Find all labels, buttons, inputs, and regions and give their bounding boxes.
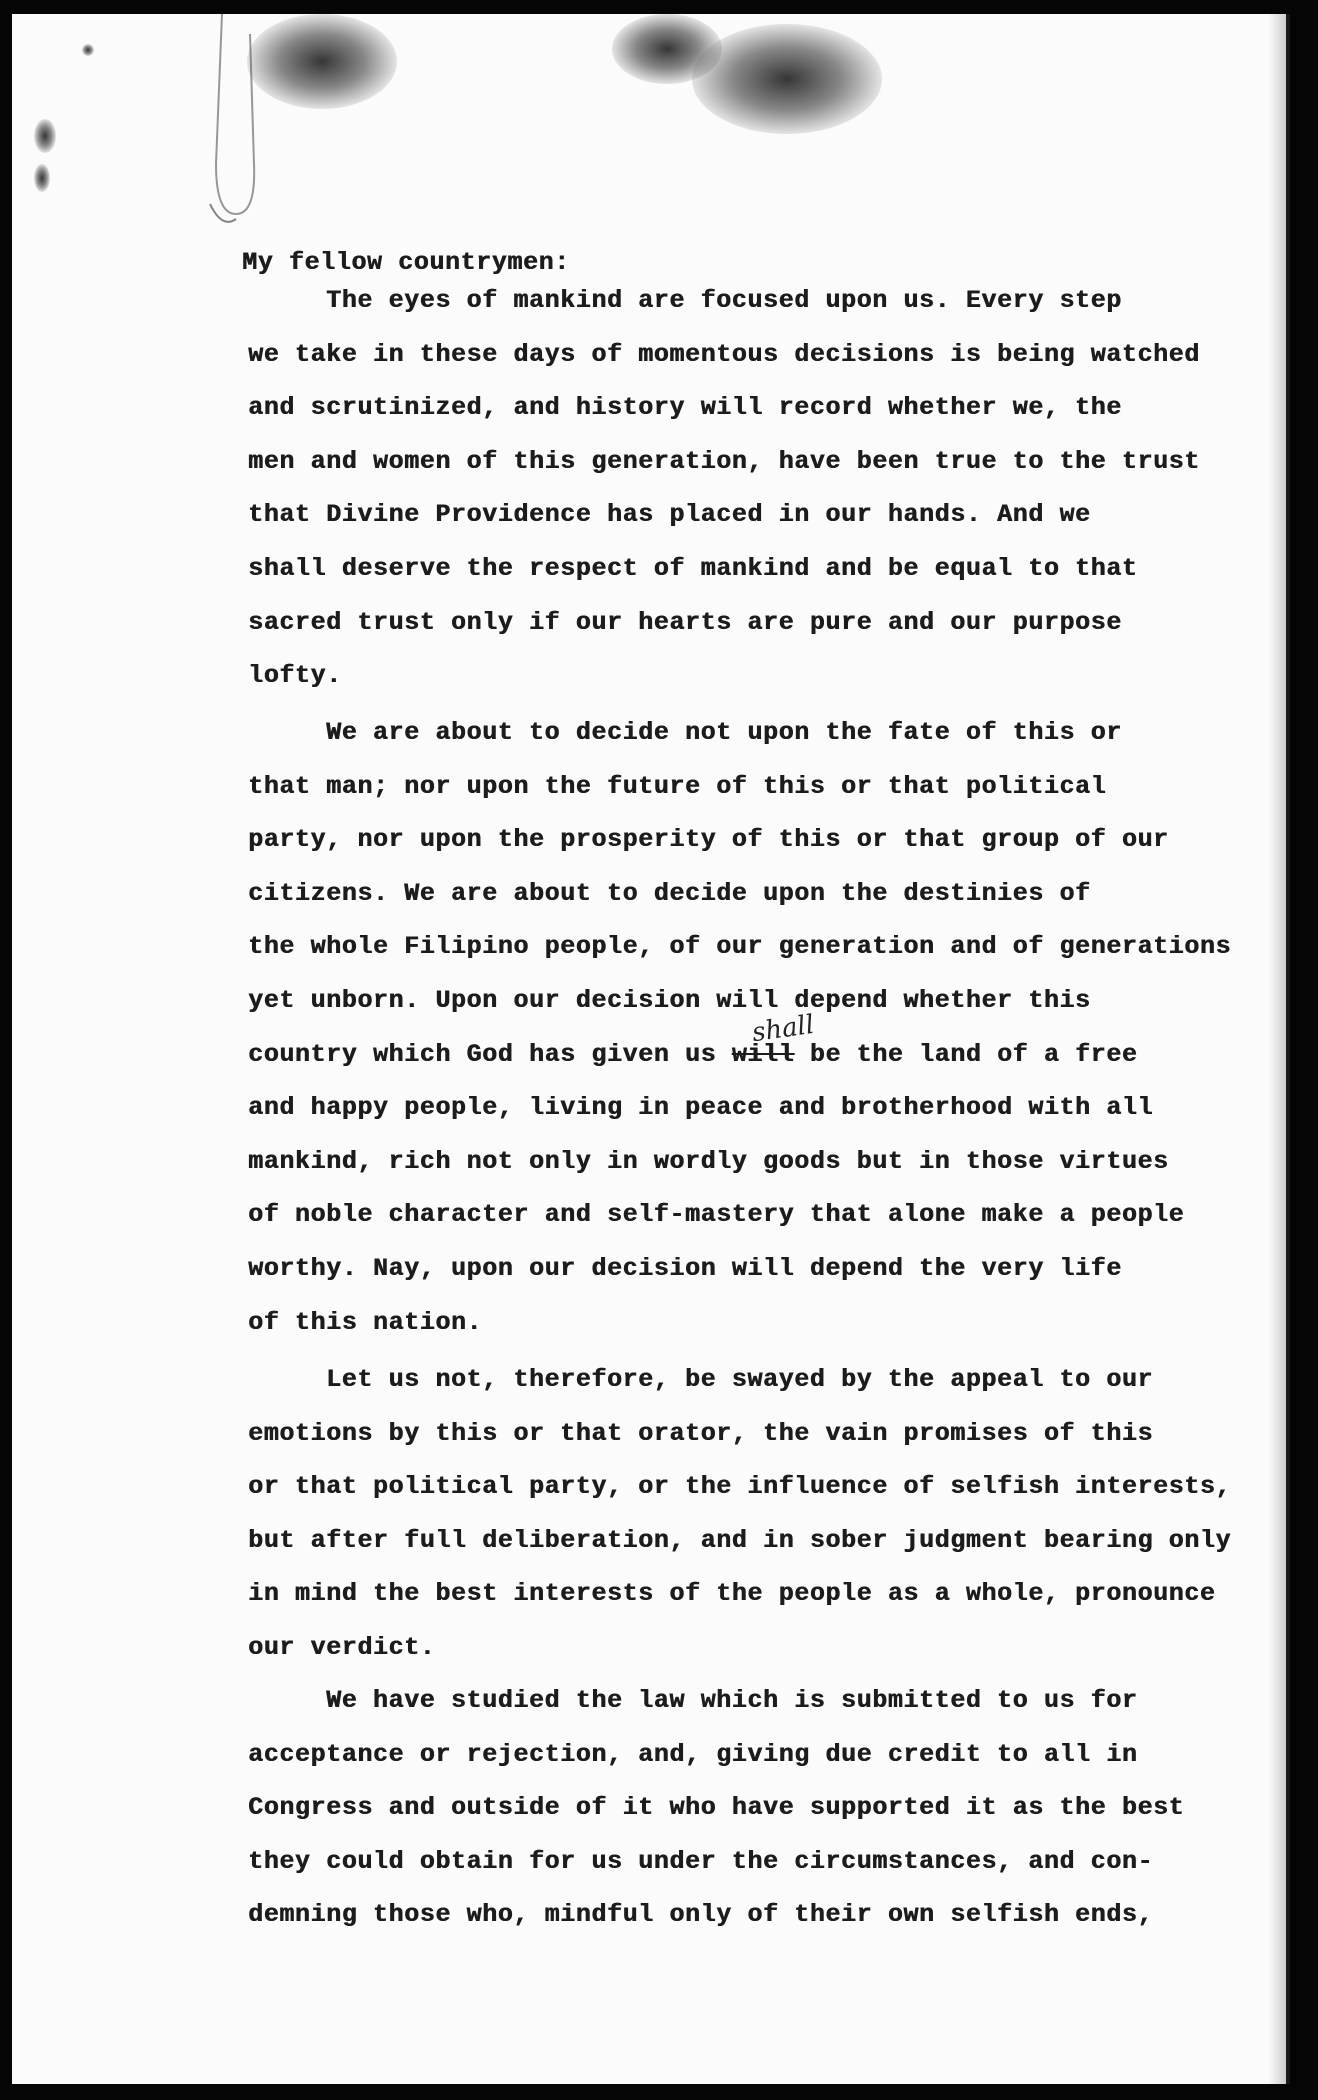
page-edge [1268,14,1286,2084]
text-line: the whole Filipino people, of our generation and of generations [248,932,1231,962]
text-line: sacred trust only if our hearts are pure and our purpose [248,607,1122,637]
text-line: but after full deliberation, and in sober judgment bearing only [248,1525,1231,1555]
text-line: lofty. [248,661,342,691]
text-line: our verdict. [248,1632,436,1662]
text-line: and happy people, living in peace and brotherhood with all [248,1093,1153,1123]
text-line: that man; nor upon the future of this or that political [248,771,1107,801]
text-line: yet unborn. Upon our decision will depend whether this [248,985,1091,1015]
text-line: they could obtain for us under the circumstances, and con- [248,1846,1153,1876]
page-text [12,14,1286,2084]
text-line: shall deserve the respect of mankind and be equal to that [248,553,1138,583]
text-line: of noble character and self-mastery that alone make a people [248,1200,1185,1230]
struck-word: will [731,1039,795,1069]
text-line-end: be the land of a free [794,1039,1138,1069]
typewritten-page [12,14,1290,2084]
handwritten-correction: shall [750,1009,817,1049]
text-line: worthy. Nay, upon our decision will depend the very life [248,1253,1122,1283]
text-line: men and women of this generation, have been true to the trust [248,446,1200,476]
text-line: party, nor upon the prosperity of this or that group of our [248,825,1169,855]
text-line: We have studied the law which is submitted to us for [326,1686,1138,1715]
text-line: of this nation. [248,1307,483,1337]
paragraph-3 [248,1353,1258,1675]
salutation: My fellow countrymen: [242,248,570,277]
text-line: in mind the best interests of the people as a whole, pronounce [248,1579,1216,1609]
paragraph-4 [248,1674,1258,1942]
text-line: demning those who, mindful only of their own selfish ends, [248,1900,1153,1930]
text-line-start: country which God has given us [248,1039,732,1069]
text-line: We are about to decide not upon the fate of this or [326,718,1122,747]
text-line: or that political party, or the influence of selfish interests, [248,1472,1231,1502]
text-line: Let us not, therefore, be swayed by the appeal to our [326,1365,1153,1394]
text-line: and scrutinized, and history will record whether we, the [248,393,1122,423]
text-line: The eyes of mankind are focused upon us. Every step [326,286,1122,315]
text-line: Congress and outside of it who have supported it as the best [248,1793,1185,1823]
text-line: that Divine Providence has placed in our hands. And we [248,500,1091,530]
text-line: acceptance or rejection, and, giving due credit to all in [248,1739,1138,1769]
paragraph-1 [248,274,1258,703]
text-line: emotions by this or that orator, the vain promises of this [248,1418,1153,1448]
text-line: mankind, rich not only in wordly goods but in those virtues [248,1146,1169,1176]
text-line: we take in these days of momentous decisions is being watched [248,339,1200,369]
text-line: citizens. We are about to decide upon the destinies of [248,878,1091,908]
